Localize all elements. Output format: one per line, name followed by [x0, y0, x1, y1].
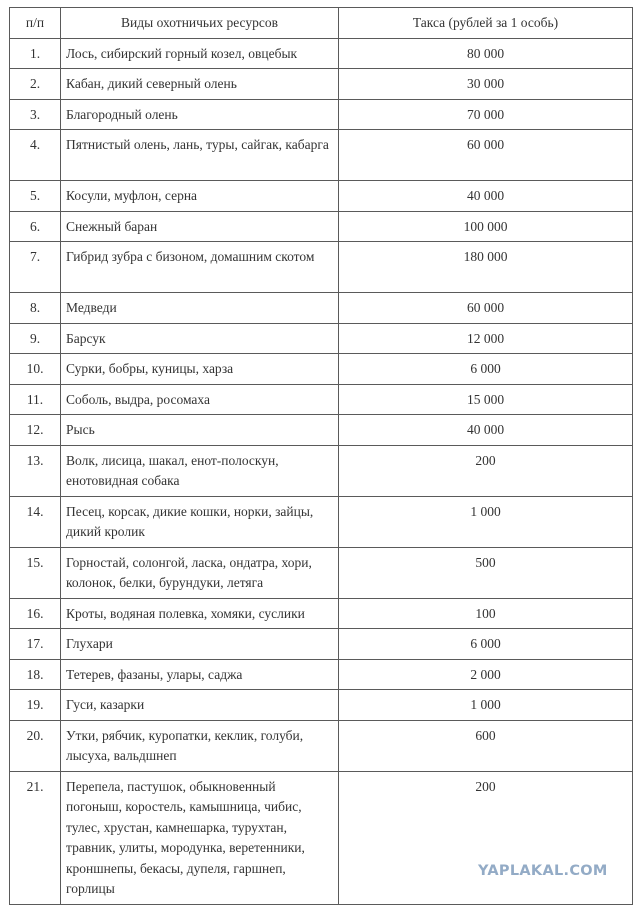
table-row [10, 690, 633, 721]
row-number: 10. [10, 354, 61, 385]
tax-rate: 70 000 [339, 99, 633, 130]
hunting-tax-table [9, 7, 633, 905]
tax-rate: 200 [339, 771, 633, 904]
row-number: 16. [10, 598, 61, 629]
resource-name: Кабан, дикий северный олень [61, 69, 339, 100]
tax-rate: 6 000 [339, 354, 633, 385]
row-number: 4. [10, 130, 61, 181]
tax-rate: 6 000 [339, 629, 633, 660]
tax-rate: 100 [339, 598, 633, 629]
table-row [10, 323, 633, 354]
resource-name: Медведи [61, 293, 339, 324]
row-number: 20. [10, 720, 61, 771]
tax-rate: 30 000 [339, 69, 633, 100]
resource-name: Косули, муфлон, серна [61, 181, 339, 212]
tax-rate: 100 000 [339, 211, 633, 242]
row-number: 6. [10, 211, 61, 242]
tax-rate: 40 000 [339, 181, 633, 212]
resource-name: Благородный олень [61, 99, 339, 130]
resource-name: Песец, корсак, дикие кошки, норки, зайцы, дикий кролик [61, 496, 339, 547]
row-number: 15. [10, 547, 61, 598]
table-row [10, 211, 633, 242]
tax-rate: 2 000 [339, 659, 633, 690]
row-number: 11. [10, 384, 61, 415]
resource-name: Рысь [61, 415, 339, 446]
resource-name: Волк, лисица, шакал, енот-полоскун, енотовидная собака [61, 445, 339, 496]
table-row [10, 38, 633, 69]
resource-name: Глухари [61, 629, 339, 660]
table-row [10, 293, 633, 324]
tax-rate: 15 000 [339, 384, 633, 415]
resource-name: Утки, рябчик, куропатки, кеклик, голуби, лысуха, вальдшнеп [61, 720, 339, 771]
tax-rate: 1 000 [339, 690, 633, 721]
resource-name: Лось, сибирский горный козел, овцебык [61, 38, 339, 69]
table-row [10, 354, 633, 385]
row-number: 7. [10, 242, 61, 293]
table-row [10, 598, 633, 629]
resource-name: Горностай, солонгой, ласка, ондатра, хори, колонок, белки, бурундуки, летяга [61, 547, 339, 598]
tax-rate: 200 [339, 445, 633, 496]
resource-name: Снежный баран [61, 211, 339, 242]
table-row [10, 181, 633, 212]
table-row [10, 629, 633, 660]
row-number: 8. [10, 293, 61, 324]
table-row [10, 99, 633, 130]
resource-name: Гибрид зубра с бизоном, домашним скотом [61, 242, 339, 293]
row-number: 13. [10, 445, 61, 496]
table-row [10, 384, 633, 415]
tax-rate: 1 000 [339, 496, 633, 547]
row-number: 3. [10, 99, 61, 130]
header-number: п/п [10, 8, 61, 39]
resource-name: Барсук [61, 323, 339, 354]
tax-rate: 60 000 [339, 293, 633, 324]
tax-rate: 40 000 [339, 415, 633, 446]
row-number: 21. [10, 771, 61, 904]
row-number: 17. [10, 629, 61, 660]
resource-name: Сурки, бобры, куницы, харза [61, 354, 339, 385]
table-header-row [10, 8, 633, 39]
resource-name: Перепела, пастушок, обыкновенный погоныш, коростель, камышница, чибис, тулес, хрустан, камнешарка, турухтан, травник, улиты, мородунка, веретенники, кроншнепы, бекасы, дупеля, гаршнеп, горлицы [61, 771, 339, 904]
table-row [10, 496, 633, 547]
tax-rate: 60 000 [339, 130, 633, 181]
table-row [10, 242, 633, 293]
row-number: 12. [10, 415, 61, 446]
tax-rate: 500 [339, 547, 633, 598]
table-row [10, 720, 633, 771]
row-number: 2. [10, 69, 61, 100]
table-row [10, 69, 633, 100]
resource-name: Гуси, казарки [61, 690, 339, 721]
row-number: 1. [10, 38, 61, 69]
table-row [10, 130, 633, 181]
table-row [10, 771, 633, 904]
table-row [10, 415, 633, 446]
tax-rate: 80 000 [339, 38, 633, 69]
table-row [10, 547, 633, 598]
row-number: 14. [10, 496, 61, 547]
row-number: 5. [10, 181, 61, 212]
tax-rate: 180 000 [339, 242, 633, 293]
table-row [10, 659, 633, 690]
header-resource-type: Виды охотничьих ресурсов [61, 8, 339, 39]
header-tax-rate: Такса (рублей за 1 особь) [339, 8, 633, 39]
resource-name: Тетерев, фазаны, улары, саджа [61, 659, 339, 690]
table-body [10, 38, 633, 904]
row-number: 19. [10, 690, 61, 721]
resource-name: Соболь, выдра, росомаха [61, 384, 339, 415]
table-row [10, 445, 633, 496]
resource-name: Кроты, водяная полевка, хомяки, суслики [61, 598, 339, 629]
row-number: 18. [10, 659, 61, 690]
row-number: 9. [10, 323, 61, 354]
resource-name: Пятнистый олень, лань, туры, сайгак, кабарга [61, 130, 339, 181]
watermark: YAPLAKAL.COM [478, 863, 608, 879]
tax-rate: 12 000 [339, 323, 633, 354]
tax-rate: 600 [339, 720, 633, 771]
